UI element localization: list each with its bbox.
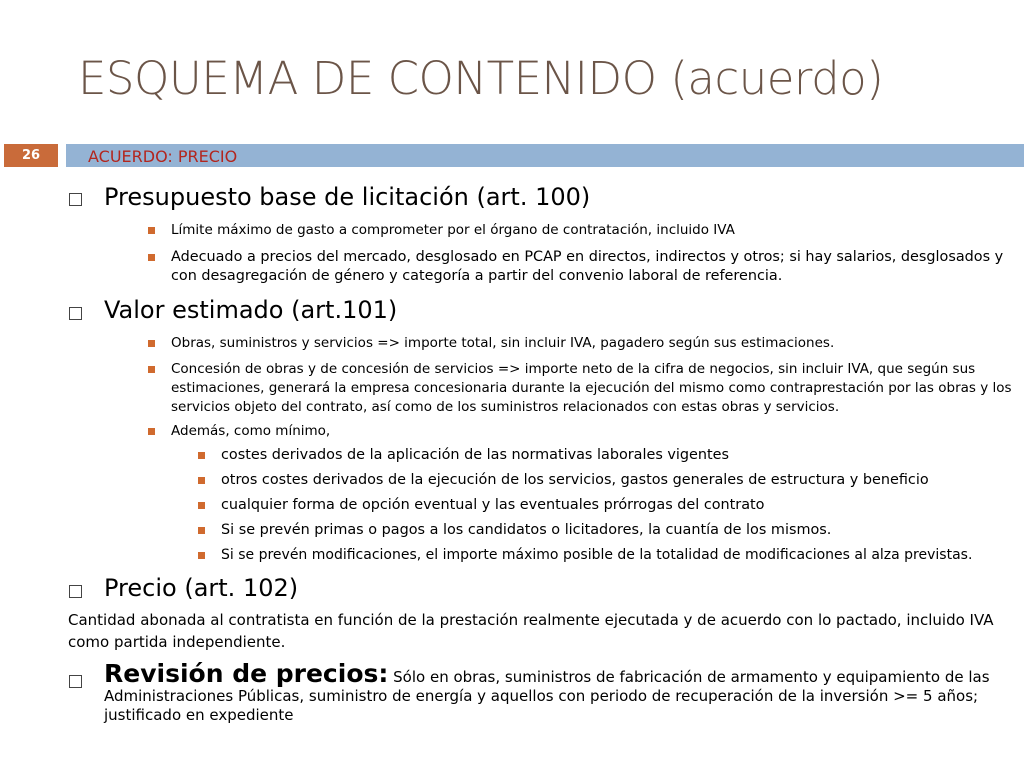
checkbox-bullet-icon [69, 193, 82, 206]
revision-block [104, 659, 1014, 725]
checkbox-bullet-icon [69, 585, 82, 598]
square-bullet-icon [198, 552, 205, 559]
sub-bullet-valor-1: costes derivados de la aplicación de las normativas laborales vigentes [221, 447, 730, 463]
square-bullet-icon [148, 366, 155, 373]
sub-bullet-valor-2: otros costes derivados de la ejecución de los servicios, gastos generales de estructura y beneficio [221, 472, 929, 488]
sub-bullet-valor-4: Si se prevén primas o pagos a los candidatos o licitadores, la cuantía de los mismos. [221, 522, 832, 538]
square-bullet-icon [198, 527, 205, 534]
square-bullet-icon [148, 227, 155, 234]
slide-number: 26 [4, 144, 58, 167]
bullet-presupuesto-2: Adecuado a precios del mercado, desglosado en PCAP en directos, indirectos y otros; si hay salarios, desglosados y con desagregación de género y categoría a partir del convenio laboral de referencia. [171, 249, 1004, 284]
bullet-valor-2: Concesión de obras y de concesión de servicios => importe neto de la cifra de negocios, sin incluir IVA, que según sus estimaciones, generará la empresa concesionaria durante la ejecución del mismo como contraprestación por las obras y los servicios objeto del contrato, así como de los suministros relacionados con estas obras y servicios. [171, 361, 1012, 415]
checkbox-bullet-icon [69, 675, 82, 688]
heading-presupuesto: Presupuesto base de licitación (art. 100) [104, 183, 591, 211]
square-bullet-icon [148, 428, 155, 435]
bullet-valor-1: Obras, suministros y servicios => importe total, sin incluir IVA, pagadero según sus estimaciones. [171, 335, 835, 351]
sub-bullet-valor-3: cualquier forma de opción eventual y las eventuales prórrogas del contrato [221, 497, 765, 513]
revision-text: Sólo en obras, suministros de fabricación de armamento y equipamiento de las Administraciones Públicas, suministro de energía y aquellos con periodo de recuperación de la inversión >= 5 años; justificado en expediente [104, 668, 990, 724]
section-band [66, 144, 1024, 167]
heading-valor: Valor estimado (art.101) [104, 296, 398, 324]
bullet-presupuesto-1: Límite máximo de gasto a comprometer por el órgano de contratación, incluido IVA [171, 222, 735, 238]
sub-bullet-valor-5: Si se prevén modificaciones, el importe máximo posible de la totalidad de modificaciones al alza previstas. [221, 547, 973, 563]
square-bullet-icon [198, 477, 205, 484]
bullet-valor-3: Además, como mínimo, [171, 423, 331, 439]
heading-revision: Revisión de precios: [104, 659, 389, 688]
slide-title: ESQUEMA DE CONTENIDO (acuerdo) [78, 52, 884, 105]
square-bullet-icon [198, 452, 205, 459]
checkbox-bullet-icon [69, 307, 82, 320]
square-bullet-icon [148, 254, 155, 261]
square-bullet-icon [198, 502, 205, 509]
heading-precio: Precio (art. 102) [104, 574, 299, 602]
square-bullet-icon [148, 340, 155, 347]
section-band-label: ACUERDO: PRECIO [88, 147, 238, 166]
paragraph-precio: Cantidad abonada al contratista en función de la prestación realmente ejecutada y de acuerdo con lo pactado, incluido IVA como partida independiente. [68, 611, 994, 651]
